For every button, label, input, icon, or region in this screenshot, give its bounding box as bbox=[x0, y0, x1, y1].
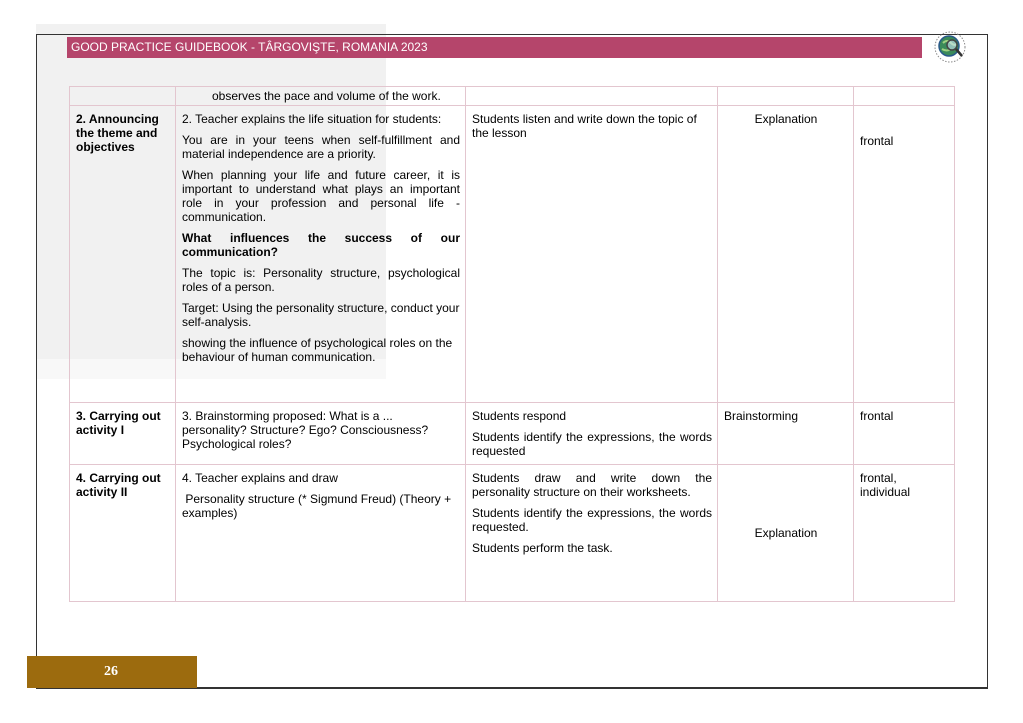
teacher-activity-text: 3. Brainstorming proposed: What is a ... personality? Structure? Ego? Consciousness? Psychological roles? bbox=[182, 409, 429, 451]
teacher-activity-cell bbox=[176, 87, 466, 106]
teacher-activity-cell bbox=[176, 403, 466, 465]
student-activity-text: Students draw and write down the personality structure on their worksheets. bbox=[472, 471, 712, 499]
method-cell bbox=[718, 87, 854, 106]
stage-cell bbox=[70, 465, 176, 602]
table-row bbox=[70, 87, 955, 106]
stage-label: 2. Announcing the theme and objectives bbox=[76, 112, 159, 154]
stage-cell bbox=[70, 106, 176, 403]
student-activity-text: Students identify the expressions, the words requested bbox=[472, 430, 712, 458]
header-title: GOOD PRACTICE GUIDEBOOK - TÂRGOVIŞTE, ROMANIA 2023 bbox=[71, 40, 428, 54]
page-frame-top bbox=[36, 34, 988, 35]
page-number-badge bbox=[27, 656, 197, 688]
student-activity-text: Students perform the task. bbox=[472, 541, 613, 555]
student-activity-text: Students listen and write down the topic of the lesson bbox=[472, 112, 697, 140]
form-text: frontal, individual bbox=[860, 471, 911, 499]
stage-label: 4. Carrying out activity II bbox=[76, 471, 161, 499]
teacher-activity-cell bbox=[176, 106, 466, 403]
teacher-activity-text: 2. Teacher explains the life situation for students: bbox=[182, 112, 442, 126]
student-activity-cell bbox=[466, 465, 718, 602]
page-frame-left bbox=[36, 34, 37, 689]
stage-label: 3. Carrying out activity I bbox=[76, 409, 161, 437]
method-cell bbox=[718, 403, 854, 465]
form-cell bbox=[854, 106, 955, 403]
method-text: Explanation bbox=[754, 526, 818, 540]
teacher-activity-text: The topic is: Personality structure, psychological roles of a person. bbox=[182, 266, 460, 294]
teacher-activity-cell bbox=[176, 465, 466, 602]
method-cell bbox=[718, 465, 854, 602]
student-activity-cell bbox=[466, 403, 718, 465]
stage-cell bbox=[70, 87, 176, 106]
student-activity-cell bbox=[466, 106, 718, 403]
form-text: frontal bbox=[860, 134, 894, 148]
page-number: 26 bbox=[104, 664, 118, 679]
teacher-activity-text: When planning your life and future career, it is important to understand what plays an important role in your profession and personal life - communication. bbox=[182, 168, 460, 224]
page-frame-right bbox=[987, 34, 988, 689]
method-text: Brainstorming bbox=[724, 409, 799, 423]
teacher-activity-text: showing the influence of psychological roles on the behaviour of human communication. bbox=[182, 336, 453, 364]
form-cell bbox=[854, 403, 955, 465]
teacher-activity-text: You are in your teens when self-fulfillment and material independence are a priority. bbox=[182, 133, 460, 161]
header-bar bbox=[67, 37, 922, 58]
teacher-activity-text: Target: Using the personality structure, conduct your self-analysis. bbox=[182, 301, 460, 329]
teacher-activity-text: 4. Teacher explains and draw bbox=[182, 471, 338, 485]
form-cell bbox=[854, 87, 955, 106]
lesson-plan-table bbox=[69, 86, 955, 602]
form-text: frontal bbox=[860, 409, 894, 423]
teacher-activity-text: Personality structure (* Sigmund Freud) (Theory + examples) bbox=[182, 492, 455, 520]
table-row bbox=[70, 106, 955, 403]
method-cell bbox=[718, 106, 854, 403]
teacher-activity-question: What influences the success of our communication? bbox=[182, 231, 460, 259]
student-activity-text: Students identify the expressions, the words requested. bbox=[472, 506, 712, 534]
method-text: Explanation bbox=[754, 112, 818, 126]
form-cell bbox=[854, 465, 955, 602]
table-row bbox=[70, 403, 955, 465]
table-row bbox=[70, 465, 955, 602]
student-activity-text: Students respond bbox=[472, 409, 567, 423]
student-activity-cell bbox=[466, 87, 718, 106]
stage-cell bbox=[70, 403, 176, 465]
globe-magnifier-icon bbox=[932, 29, 968, 65]
teacher-activity-text: observes the pace and volume of the work. bbox=[212, 89, 441, 103]
